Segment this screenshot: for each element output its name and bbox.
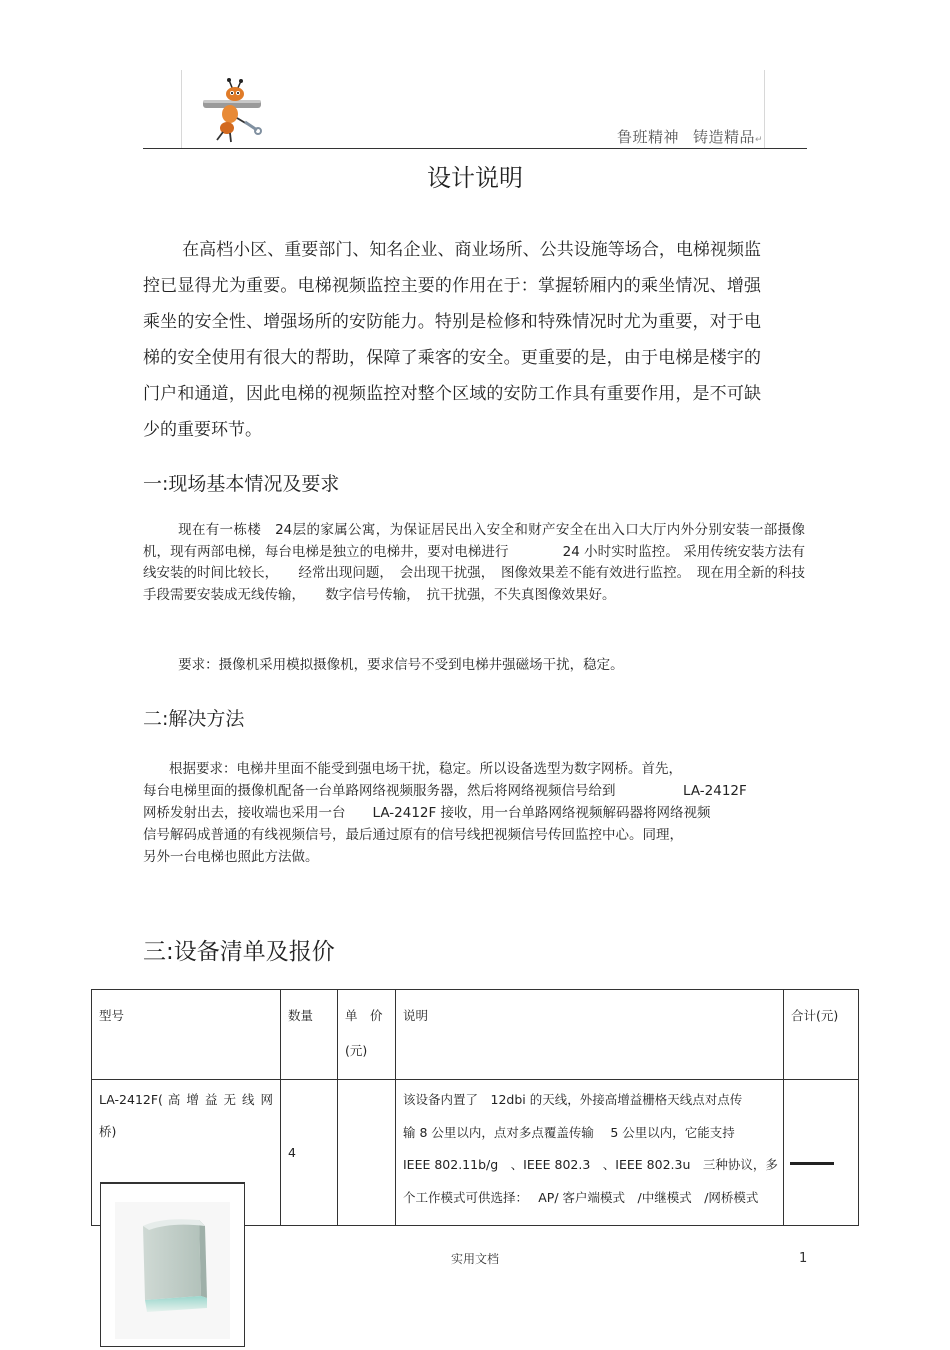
price-unit: (元): [345, 1043, 368, 1058]
desc-line: IEEE 802.11b/g 、IEEE 802.3 、IEEE 802.3u 三种协议，多: [403, 1157, 778, 1172]
total-dash: [790, 1162, 834, 1165]
paragraph-mark: ↵: [755, 135, 764, 145]
ant-mascot-logo: [197, 76, 267, 146]
section2-heading: 二:解决方法: [143, 708, 245, 730]
table-header-row: [92, 990, 859, 1080]
section1-requirement: [143, 655, 805, 677]
cell-model: LA-2412F( 高 增 益 无 线 网 桥): [92, 1080, 281, 1226]
header-divider-right: [764, 70, 765, 148]
header-divider-left: [181, 70, 182, 148]
section3-heading: 三:设备清单及报价: [143, 939, 335, 965]
header-cell-model: 型号: [92, 990, 281, 1080]
intro-section: [143, 232, 761, 448]
cell-price: [338, 1080, 396, 1226]
header-cell-price: [338, 990, 396, 1080]
logo-body: [222, 105, 238, 123]
slogan-right: 铸造精品: [693, 128, 756, 146]
section2-line: 另外一台电梯也照此方法做。: [143, 849, 319, 865]
page-title: 设计说明: [427, 164, 523, 192]
desc-line: 输 8 公里以内，点对多点覆盖传输 5 公里以内，它能支持: [403, 1124, 735, 1140]
header-slogan: [617, 126, 763, 147]
intro-paragraph: 在高档小区、重要部门、知名企业、商业场所、公共设施等场合，电梯视频监控已显得尤为重要。电梯视频监控主要的作用在于：掌握轿厢内的乘坐情况、增强乘坐的安全性、增强场所的安防能力。特别是检修和特殊情况时尤为重要，对于电梯的安全使用有很大的帮助，保障了乘客的安全。更重要的是，由于电梯是楼宇的门户和通道，因此电梯的视频监控对整个区域的安防工作具有重要作用，是不可缺少的重要环节。: [143, 240, 761, 440]
section2-line: 每台电梯里面的摄像机配备一台单路网络视频服务器，然后将网络视频信号给到 LA-2412F: [143, 783, 747, 799]
header-rule: [143, 148, 807, 149]
section1-body: [143, 520, 805, 606]
price-label: 单 价: [345, 1008, 383, 1023]
section1-heading: 一:现场基本情况及要求: [143, 473, 340, 495]
cell-description: [396, 1080, 784, 1226]
desc-line: 该设备内置了 12dbi 的天线，外接高增益栅格天线点对点传: [403, 1092, 743, 1107]
section1-paragraph2: 要求：摄像机采用模拟摄像机，要求信号不受到电梯井强磁场干扰，稳定。: [178, 657, 624, 673]
section2-line: 网桥发射出去，接收端也采用一台 LA-2412F 接收，用一台单路网络视频解码器将网络视频: [143, 805, 711, 821]
slogan-left: 鲁班精神: [617, 128, 680, 146]
cell-qty: 4: [281, 1080, 338, 1226]
header-cell-desc: 说明: [396, 990, 784, 1080]
page-number: 1: [799, 1251, 808, 1266]
desc-line: 个工作模式可供选择： AP/ 客户端模式 /中继模式 /网桥模式: [403, 1189, 759, 1205]
section2-body: [143, 758, 807, 868]
cell-total: [784, 1080, 859, 1226]
section2-line: 根据要求：电梯井里面不能受到强电场干扰，稳定。所以设备选型为数字网桥。首先，: [169, 761, 682, 777]
section1-paragraph1: 现在有一栋楼 24层的家属公寓，为保证居民出入安全和财产安全在出入口大厅内外分别安装一部摄像机，现有两部电梯，每台电梯是独立的电梯井，要对电梯进行 24 小时实时监控。 采用传统安装方法有线安装的时间比较长， 经常出现问题， 会出现干扰强， 图像效果差不能有效进行监控。 现在用全新的科技手段需要安装成无线传输， 数字信号传输， 抗干扰强，不失真图像效果好。: [143, 522, 805, 603]
logo-head: [226, 87, 244, 101]
section2-line: 信号解码成普通的有线视频信号，最后通过原有的信号线把视频信号传回监控中心。同理，: [143, 827, 683, 843]
footer-label: 实用文档: [450, 1252, 499, 1266]
header-cell-qty: 数量: [281, 990, 338, 1080]
header-cell-total: 合计(元): [784, 990, 859, 1080]
